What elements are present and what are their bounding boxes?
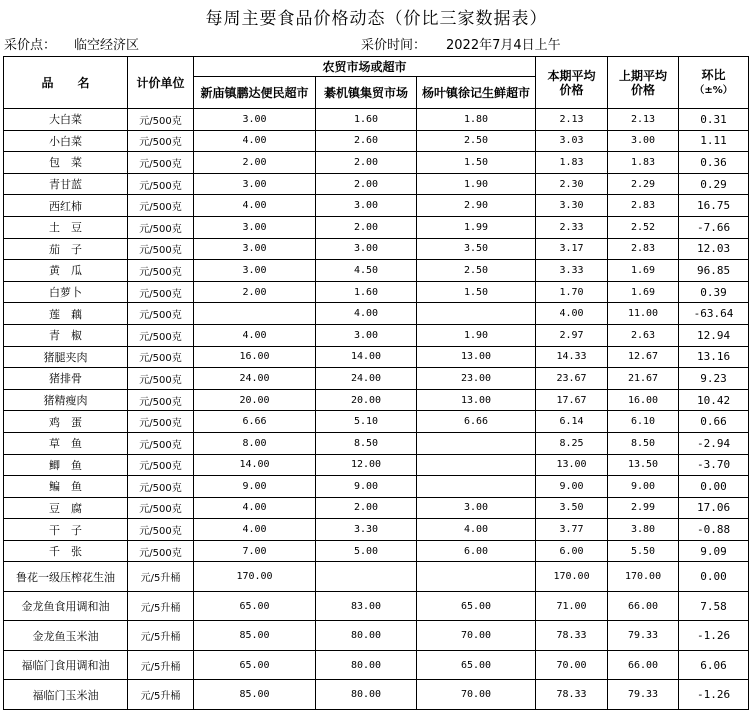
cell-prev-avg[interactable]: 66.00 — [608, 650, 679, 680]
cell-change[interactable]: 12.03 — [679, 238, 749, 260]
cell-price-market1[interactable]: 20.00 — [194, 389, 316, 411]
cell-price-market3[interactable] — [417, 303, 536, 325]
cell-name[interactable]: 包 菜 — [4, 152, 128, 174]
table-row — [4, 432, 749, 454]
cell-unit[interactable]: 元/500克 — [128, 540, 194, 562]
cell-current-avg[interactable]: 23.67 — [536, 368, 608, 390]
cell-name[interactable]: 猪腿夹肉 — [4, 346, 128, 368]
cell-change[interactable]: -3.70 — [679, 454, 749, 476]
header-market-group[interactable]: 农贸市场或超市 — [194, 57, 536, 77]
cell-price-market2[interactable]: 80.00 — [316, 650, 417, 680]
cell-change[interactable]: 17.06 — [679, 497, 749, 519]
cell-unit[interactable]: 元/500克 — [128, 173, 194, 195]
cell-price-market1[interactable]: 4.00 — [194, 497, 316, 519]
table-row — [4, 109, 749, 131]
cell-current-avg[interactable]: 170.00 — [536, 562, 608, 592]
cell-change[interactable]: 10.42 — [679, 389, 749, 411]
table-row — [4, 540, 749, 562]
cell-price-market2[interactable]: 2.60 — [316, 130, 417, 152]
cell-current-avg[interactable]: 3.50 — [536, 497, 608, 519]
cell-price-market2[interactable]: 3.00 — [316, 238, 417, 260]
table-row — [4, 281, 749, 303]
cell-change[interactable]: 96.85 — [679, 260, 749, 282]
cell-change[interactable]: 9.23 — [679, 368, 749, 390]
cell-prev-avg[interactable]: 16.00 — [608, 389, 679, 411]
cell-unit[interactable]: 元/500克 — [128, 519, 194, 541]
cell-price-market3[interactable]: 65.00 — [417, 591, 536, 621]
location-value[interactable]: 临空经济区 — [74, 38, 140, 53]
cell-change[interactable]: 0.66 — [679, 411, 749, 433]
cell-unit[interactable]: 元/500克 — [128, 195, 194, 217]
cell-current-avg[interactable]: 4.00 — [536, 303, 608, 325]
cell-prev-avg[interactable]: 170.00 — [608, 562, 679, 592]
cell-prev-avg[interactable]: 2.83 — [608, 238, 679, 260]
table-row — [4, 680, 749, 710]
cell-prev-avg[interactable]: 2.63 — [608, 324, 679, 346]
cell-prev-avg[interactable]: 8.50 — [608, 432, 679, 454]
cell-price-market3[interactable]: 4.00 — [417, 519, 536, 541]
cell-price-market3[interactable]: 23.00 — [417, 368, 536, 390]
table-row — [4, 152, 749, 174]
cell-price-market2[interactable]: 2.00 — [316, 173, 417, 195]
cell-price-market2[interactable]: 14.00 — [316, 346, 417, 368]
cell-prev-avg[interactable]: 1.83 — [608, 152, 679, 174]
cell-price-market3[interactable]: 6.00 — [417, 540, 536, 562]
header-current-avg-line2: 价格 — [559, 82, 584, 97]
cell-price-market1[interactable]: 24.00 — [194, 368, 316, 390]
cell-current-avg[interactable]: 8.25 — [536, 432, 608, 454]
cell-price-market3[interactable]: 2.90 — [417, 195, 536, 217]
cell-price-market2[interactable]: 1.60 — [316, 109, 417, 131]
cell-unit[interactable]: 元/500克 — [128, 216, 194, 238]
cell-price-market2[interactable]: 2.00 — [316, 216, 417, 238]
cell-name[interactable]: 莲 藕 — [4, 303, 128, 325]
cell-change[interactable]: -63.64 — [679, 303, 749, 325]
cell-price-market3[interactable]: 1.99 — [417, 216, 536, 238]
cell-change[interactable]: -2.94 — [679, 432, 749, 454]
cell-name[interactable]: 鲫 鱼 — [4, 454, 128, 476]
cell-price-market1[interactable] — [194, 303, 316, 325]
header-unit[interactable]: 计价单位 — [128, 57, 194, 109]
cell-name[interactable]: 豆 腐 — [4, 497, 128, 519]
cell-price-market2[interactable]: 80.00 — [316, 621, 417, 651]
cell-price-market2[interactable]: 1.60 — [316, 281, 417, 303]
cell-price-market3[interactable]: 2.50 — [417, 260, 536, 282]
table-row — [4, 216, 749, 238]
cell-prev-avg[interactable]: 2.52 — [608, 216, 679, 238]
table-row — [4, 650, 749, 680]
cell-price-market1[interactable]: 3.00 — [194, 216, 316, 238]
cell-current-avg[interactable]: 3.17 — [536, 238, 608, 260]
cell-name[interactable]: 千 张 — [4, 540, 128, 562]
header-change-line2: （±%） — [694, 84, 733, 96]
cell-change[interactable]: -0.88 — [679, 519, 749, 541]
cell-price-market2[interactable]: 3.00 — [316, 195, 417, 217]
cell-change[interactable]: 16.75 — [679, 195, 749, 217]
cell-prev-avg[interactable]: 1.69 — [608, 260, 679, 282]
cell-unit[interactable]: 元/500克 — [128, 346, 194, 368]
header-prev-avg-line2: 价格 — [631, 82, 656, 97]
price-table — [3, 56, 749, 710]
header-market3[interactable]: 杨叶镇徐记生鲜超市 — [417, 77, 536, 109]
cell-price-market1[interactable]: 4.00 — [194, 519, 316, 541]
cell-price-market2[interactable] — [316, 562, 417, 592]
cell-current-avg[interactable]: 3.77 — [536, 519, 608, 541]
cell-price-market2[interactable]: 9.00 — [316, 476, 417, 498]
cell-change[interactable]: 6.06 — [679, 650, 749, 680]
cell-prev-avg[interactable]: 9.00 — [608, 476, 679, 498]
cell-change[interactable]: 0.31 — [679, 109, 749, 131]
cell-change[interactable]: 7.58 — [679, 591, 749, 621]
cell-price-market1[interactable]: 4.00 — [194, 195, 316, 217]
cell-price-market1[interactable]: 2.00 — [194, 281, 316, 303]
cell-price-market1[interactable]: 65.00 — [194, 650, 316, 680]
cell-current-avg[interactable]: 1.83 — [536, 152, 608, 174]
cell-change[interactable]: 0.39 — [679, 281, 749, 303]
cell-price-market3[interactable] — [417, 432, 536, 454]
cell-price-market3[interactable] — [417, 454, 536, 476]
cell-name[interactable]: 鲁花一级压榨花生油 — [4, 562, 128, 592]
header-market2[interactable]: 綦机镇集贸市场 — [316, 77, 417, 109]
cell-price-market1[interactable]: 14.00 — [194, 454, 316, 476]
header-change[interactable] — [679, 57, 749, 109]
cell-price-market2[interactable]: 20.00 — [316, 389, 417, 411]
cell-price-market1[interactable]: 3.00 — [194, 109, 316, 131]
cell-name[interactable]: 茄 子 — [4, 238, 128, 260]
table-row — [4, 389, 749, 411]
cell-price-market2[interactable]: 4.50 — [316, 260, 417, 282]
cell-prev-avg[interactable]: 21.67 — [608, 368, 679, 390]
cell-name[interactable]: 金龙鱼食用调和油 — [4, 591, 128, 621]
cell-prev-avg[interactable]: 6.10 — [608, 411, 679, 433]
table-row — [4, 303, 749, 325]
cell-unit[interactable]: 元/500克 — [128, 476, 194, 498]
cell-name[interactable]: 福临门食用调和油 — [4, 650, 128, 680]
table-row — [4, 368, 749, 390]
cell-price-market2[interactable]: 24.00 — [316, 368, 417, 390]
cell-prev-avg[interactable]: 11.00 — [608, 303, 679, 325]
cell-current-avg[interactable]: 9.00 — [536, 476, 608, 498]
cell-name[interactable]: 草 鱼 — [4, 432, 128, 454]
cell-current-avg[interactable]: 70.00 — [536, 650, 608, 680]
table-row — [4, 497, 749, 519]
cell-price-market2[interactable]: 83.00 — [316, 591, 417, 621]
table-row — [4, 591, 749, 621]
cell-prev-avg[interactable]: 3.00 — [608, 130, 679, 152]
cell-unit[interactable]: 元/500克 — [128, 109, 194, 131]
cell-current-avg[interactable]: 17.67 — [536, 389, 608, 411]
cell-prev-avg[interactable]: 1.69 — [608, 281, 679, 303]
cell-price-market2[interactable]: 2.00 — [316, 152, 417, 174]
cell-price-market3[interactable]: 70.00 — [417, 680, 536, 710]
cell-price-market1[interactable]: 85.00 — [194, 680, 316, 710]
cell-change[interactable]: 0.00 — [679, 476, 749, 498]
cell-name[interactable]: 猪排骨 — [4, 368, 128, 390]
cell-current-avg[interactable]: 13.00 — [536, 454, 608, 476]
cell-change[interactable]: -7.66 — [679, 216, 749, 238]
cell-price-market2[interactable]: 5.00 — [316, 540, 417, 562]
cell-prev-avg[interactable]: 79.33 — [608, 680, 679, 710]
table-row — [4, 411, 749, 433]
cell-price-market2[interactable]: 3.30 — [316, 519, 417, 541]
cell-unit[interactable]: 元/500克 — [128, 260, 194, 282]
cell-price-market2[interactable]: 5.10 — [316, 411, 417, 433]
cell-price-market1[interactable]: 85.00 — [194, 621, 316, 651]
cell-price-market1[interactable]: 2.00 — [194, 152, 316, 174]
table-row — [4, 173, 749, 195]
cell-price-market3[interactable]: 13.00 — [417, 389, 536, 411]
cell-unit[interactable]: 元/500克 — [128, 389, 194, 411]
cell-prev-avg[interactable]: 3.80 — [608, 519, 679, 541]
cell-unit[interactable]: 元/500克 — [128, 324, 194, 346]
cell-change[interactable]: 9.09 — [679, 540, 749, 562]
header-market1[interactable]: 新庙镇鹏达便民超市 — [194, 77, 316, 109]
cell-unit[interactable]: 元/5升桶 — [128, 650, 194, 680]
cell-unit[interactable]: 元/500克 — [128, 281, 194, 303]
cell-current-avg[interactable]: 14.33 — [536, 346, 608, 368]
cell-current-avg[interactable]: 2.13 — [536, 109, 608, 131]
header-name[interactable]: 品 名 — [4, 57, 128, 109]
cell-prev-avg[interactable]: 2.13 — [608, 109, 679, 131]
cell-price-market1[interactable]: 9.00 — [194, 476, 316, 498]
cell-price-market1[interactable]: 7.00 — [194, 540, 316, 562]
cell-price-market1[interactable]: 3.00 — [194, 173, 316, 195]
cell-prev-avg[interactable]: 13.50 — [608, 454, 679, 476]
cell-change[interactable]: 13.16 — [679, 346, 749, 368]
cell-name[interactable]: 大白菜 — [4, 109, 128, 131]
cell-price-market2[interactable]: 4.00 — [316, 303, 417, 325]
cell-name[interactable]: 干 子 — [4, 519, 128, 541]
cell-price-market3[interactable] — [417, 476, 536, 498]
table-row — [4, 195, 749, 217]
cell-unit[interactable]: 元/5升桶 — [128, 621, 194, 651]
location-label: 采价点： — [4, 38, 57, 53]
table-row — [4, 346, 749, 368]
cell-price-market3[interactable]: 70.00 — [417, 621, 536, 651]
cell-current-avg[interactable]: 2.97 — [536, 324, 608, 346]
header-prev-avg-line1: 上期平均 — [619, 68, 668, 83]
cell-current-avg[interactable]: 3.03 — [536, 130, 608, 152]
cell-price-market3[interactable]: 6.66 — [417, 411, 536, 433]
cell-name[interactable]: 西红柿 — [4, 195, 128, 217]
cell-price-market2[interactable]: 12.00 — [316, 454, 417, 476]
cell-price-market1[interactable]: 8.00 — [194, 432, 316, 454]
cell-name[interactable]: 青甘蓝 — [4, 173, 128, 195]
cell-prev-avg[interactable]: 12.67 — [608, 346, 679, 368]
cell-current-avg[interactable]: 78.33 — [536, 621, 608, 651]
cell-price-market3[interactable]: 1.90 — [417, 173, 536, 195]
cell-change[interactable]: -1.26 — [679, 680, 749, 710]
cell-name[interactable]: 白萝卜 — [4, 281, 128, 303]
cell-price-market1[interactable]: 3.00 — [194, 238, 316, 260]
table-row — [4, 621, 749, 651]
cell-price-market3[interactable]: 1.90 — [417, 324, 536, 346]
cell-name[interactable]: 小白菜 — [4, 130, 128, 152]
header-current-avg-line1: 本期平均 — [547, 68, 596, 83]
cell-change[interactable]: 12.94 — [679, 324, 749, 346]
table-row — [4, 260, 749, 282]
cell-unit[interactable]: 元/5升桶 — [128, 562, 194, 592]
cell-prev-avg[interactable]: 66.00 — [608, 591, 679, 621]
cell-current-avg[interactable]: 6.14 — [536, 411, 608, 433]
cell-price-market1[interactable]: 4.00 — [194, 130, 316, 152]
cell-unit[interactable]: 元/500克 — [128, 454, 194, 476]
cell-price-market3[interactable]: 3.00 — [417, 497, 536, 519]
table-row — [4, 238, 749, 260]
cell-price-market3[interactable]: 1.50 — [417, 281, 536, 303]
cell-name[interactable]: 土 豆 — [4, 216, 128, 238]
cell-prev-avg[interactable]: 2.29 — [608, 173, 679, 195]
cell-unit[interactable]: 元/500克 — [128, 130, 194, 152]
cell-price-market2[interactable]: 3.00 — [316, 324, 417, 346]
cell-change[interactable]: 0.29 — [679, 173, 749, 195]
cell-current-avg[interactable]: 3.30 — [536, 195, 608, 217]
cell-price-market1[interactable]: 16.00 — [194, 346, 316, 368]
cell-current-avg[interactable]: 78.33 — [536, 680, 608, 710]
cell-price-market1[interactable]: 3.00 — [194, 260, 316, 282]
cell-prev-avg[interactable]: 79.33 — [608, 621, 679, 651]
page-title: 每周主要食品价格动态（价比三家数据表） — [205, 9, 548, 29]
cell-name[interactable]: 鳊 鱼 — [4, 476, 128, 498]
cell-current-avg[interactable]: 3.33 — [536, 260, 608, 282]
cell-name[interactable]: 黄 瓜 — [4, 260, 128, 282]
header-current-avg[interactable] — [536, 57, 608, 109]
cell-price-market1[interactable]: 4.00 — [194, 324, 316, 346]
table-row — [4, 562, 749, 592]
cell-price-market3[interactable]: 65.00 — [417, 650, 536, 680]
cell-name[interactable]: 猪精瘦肉 — [4, 389, 128, 411]
cell-name[interactable]: 青 椒 — [4, 324, 128, 346]
cell-unit[interactable]: 元/5升桶 — [128, 591, 194, 621]
cell-price-market1[interactable]: 6.66 — [194, 411, 316, 433]
cell-prev-avg[interactable]: 5.50 — [608, 540, 679, 562]
cell-name[interactable]: 福临门玉米油 — [4, 680, 128, 710]
cell-prev-avg[interactable]: 2.83 — [608, 195, 679, 217]
cell-change[interactable]: 0.00 — [679, 562, 749, 592]
cell-current-avg[interactable]: 2.33 — [536, 216, 608, 238]
cell-price-market1[interactable]: 170.00 — [194, 562, 316, 592]
cell-change[interactable]: -1.26 — [679, 621, 749, 651]
header-prev-avg[interactable] — [608, 57, 679, 109]
cell-change[interactable]: 1.11 — [679, 130, 749, 152]
cell-current-avg[interactable]: 2.30 — [536, 173, 608, 195]
time-label: 采价时间： — [361, 38, 427, 53]
cell-prev-avg[interactable]: 2.99 — [608, 497, 679, 519]
cell-price-market3[interactable]: 13.00 — [417, 346, 536, 368]
time-value[interactable]: 2022年7月4日上午 — [446, 38, 561, 53]
cell-unit[interactable]: 元/500克 — [128, 411, 194, 433]
cell-price-market3[interactable]: 2.50 — [417, 130, 536, 152]
cell-name[interactable]: 金龙鱼玉米油 — [4, 621, 128, 651]
cell-current-avg[interactable]: 6.00 — [536, 540, 608, 562]
cell-unit[interactable]: 元/500克 — [128, 303, 194, 325]
cell-unit[interactable]: 元/500克 — [128, 152, 194, 174]
cell-price-market3[interactable]: 1.80 — [417, 109, 536, 131]
cell-name[interactable]: 鸡 蛋 — [4, 411, 128, 433]
cell-price-market3[interactable]: 3.50 — [417, 238, 536, 260]
table-row — [4, 324, 749, 346]
cell-price-market2[interactable]: 80.00 — [316, 680, 417, 710]
cell-price-market2[interactable]: 2.00 — [316, 497, 417, 519]
cell-price-market3[interactable] — [417, 562, 536, 592]
cell-change[interactable]: 0.36 — [679, 152, 749, 174]
cell-unit[interactable]: 元/5升桶 — [128, 680, 194, 710]
table-row — [4, 454, 749, 476]
cell-current-avg[interactable]: 71.00 — [536, 591, 608, 621]
table-row — [4, 476, 749, 498]
table-row — [4, 519, 749, 541]
cell-current-avg[interactable]: 1.70 — [536, 281, 608, 303]
cell-price-market3[interactable]: 1.50 — [417, 152, 536, 174]
cell-unit[interactable]: 元/500克 — [128, 497, 194, 519]
header-change-line1: 环比 — [701, 67, 726, 82]
cell-price-market1[interactable]: 65.00 — [194, 591, 316, 621]
cell-unit[interactable]: 元/500克 — [128, 368, 194, 390]
table-row — [4, 130, 749, 152]
cell-unit[interactable]: 元/500克 — [128, 238, 194, 260]
cell-unit[interactable]: 元/500克 — [128, 432, 194, 454]
cell-price-market2[interactable]: 8.50 — [316, 432, 417, 454]
table-body — [4, 109, 749, 710]
